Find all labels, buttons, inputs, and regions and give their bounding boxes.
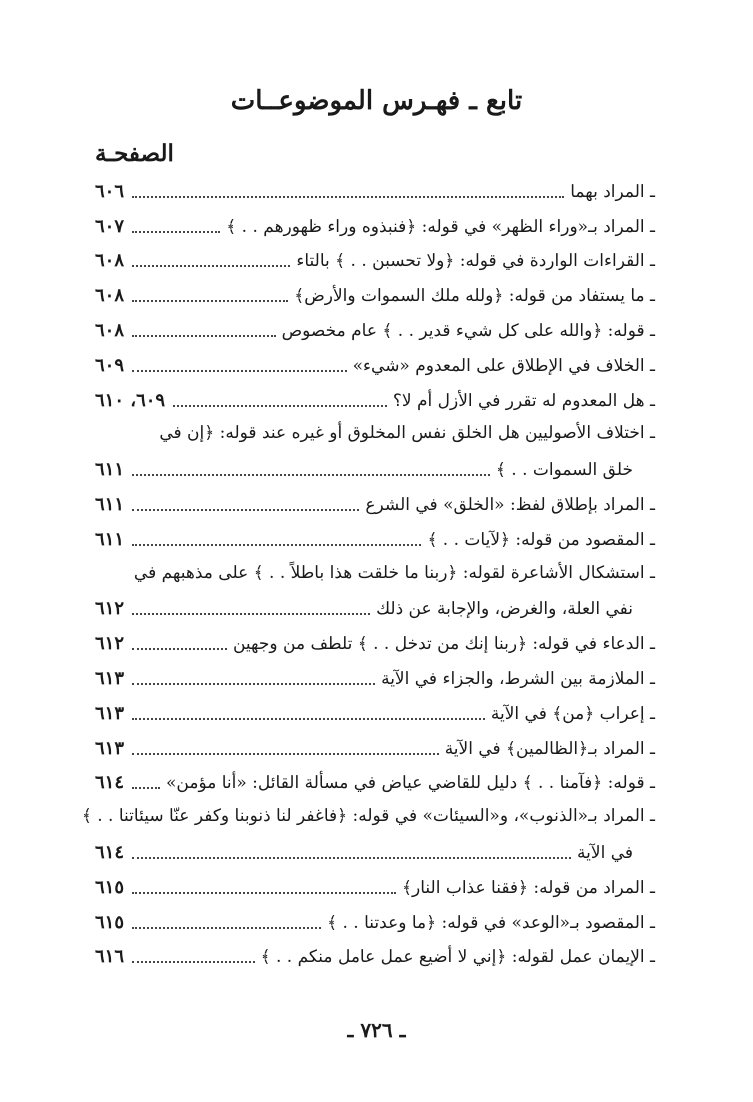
entry-continuation: خلق السموات . . ﴾ (495, 460, 633, 481)
index-entry (95, 521, 655, 556)
index-entry (95, 208, 655, 243)
entry-text: ـ المراد بهما (570, 181, 655, 202)
page-column-heading: الصفحـة (95, 140, 174, 167)
entry-page-number: ٦٠٩ (95, 354, 125, 376)
entry-text: ـ هل المعدوم له تقرر في الأزل أم لا؟ (392, 390, 655, 411)
entry-continuation: في الآية (577, 842, 633, 863)
entry-page-number: ٦١٥ (95, 911, 125, 933)
dot-leader (132, 613, 370, 615)
entry-page-number: ٦١٢ (95, 633, 125, 655)
entry-text: ـ اختلاف الأصوليين هل الخلق نفس المخلوق أو غيره عند قوله: ﴿إن في (159, 423, 655, 444)
index-entry (95, 347, 655, 382)
index-entry (95, 660, 655, 695)
dot-leader (132, 927, 321, 929)
index-entry (95, 939, 655, 974)
index-entry (95, 312, 655, 347)
entry-text: ـ الإيمان عمل لقوله: ﴿إني لا أضيع عمل عامل منكم . . ﴾ (260, 947, 655, 968)
entry-text: ـ المراد من قوله: ﴿فقنا عذاب النار﴾ (402, 877, 655, 898)
index-entries (81, 173, 655, 973)
entry-page-number: ٦١٣ (95, 667, 125, 689)
entry-text: ـ المراد بإطلاق لفظ: «الخلق» في الشرع (365, 494, 655, 515)
dot-leader (132, 718, 485, 720)
entry-text: ـ المقصود بـ«الوعد» في قوله: ﴿ما وعدتنا . . ﴾ (327, 912, 655, 933)
index-entry (95, 486, 655, 521)
dot-leader (173, 405, 387, 407)
entry-text: ـ الملازمة بين الشرط، والجزاء في الآية (381, 668, 655, 689)
entry-page-number: ٦١٢ (95, 598, 125, 620)
index-entry (95, 451, 655, 486)
dot-leader (132, 544, 421, 546)
page-number: ـ ٧٢٦ ـ (347, 1018, 406, 1042)
entry-text: ـ استشكال الأشاعرة لقوله: ﴿ربنا ما خلقت هذا باطلاً . . ﴾ على مذهبهم في (133, 562, 655, 583)
dot-leader (132, 300, 288, 302)
entry-page-number: ٦٠٨ (95, 250, 125, 272)
index-entry (95, 695, 655, 730)
dot-leader (132, 265, 290, 267)
entry-page-number: ٦٠٦ (95, 180, 125, 202)
entry-page-number: ٦٠٨ (95, 285, 125, 307)
index-entry (95, 904, 655, 939)
entry-page-number: ٦٠٨ (95, 319, 125, 341)
entry-text: ـ القراءات الواردة في قوله: ﴿ولا تحسبن . . ﴾ بالتاء (296, 251, 655, 272)
dot-leader (132, 509, 359, 511)
entry-text: ـ ما يستفاد من قوله: ﴿ولله ملك السموات والأرض﴾ (294, 286, 655, 307)
entry-text: ـ الدعاء في قوله: ﴿ربنا إنك من تدخل . . ﴾ تلطف من وجهين (232, 634, 655, 655)
dot-leader (132, 683, 375, 685)
dot-leader (132, 474, 490, 476)
entry-continuation: نفي العلة، والغرض، والإجابة عن ذلك (376, 599, 633, 620)
dot-leader (132, 753, 439, 755)
entry-text: ـ المقصود من قوله: ﴿لآيات . . ﴾ (427, 529, 655, 550)
dot-leader (132, 196, 564, 198)
index-entry (95, 173, 655, 208)
entry-page-number: ٦١١ (95, 459, 125, 481)
entry-page-number: ٦١٣ (95, 702, 125, 724)
dot-leader (132, 231, 220, 233)
dot-leader (132, 961, 255, 963)
index-entry (95, 834, 655, 869)
index-entry (95, 591, 655, 626)
entry-text: ـ الخلاف في الإطلاق على المعدوم «شيء» (352, 355, 655, 376)
entry-page-number: ٦١٣ (95, 737, 125, 759)
page-title: تابع ـ فهـرس الموضوعــات (230, 86, 523, 116)
index-entry-line1 (95, 556, 655, 591)
index-entry (95, 277, 655, 312)
entry-page-number: ٦١١ (95, 493, 125, 515)
dot-leader (132, 648, 227, 650)
entry-page-number: ٦١٤ (95, 841, 125, 863)
dot-leader (132, 892, 396, 894)
entry-page-number: ٦٠٩، ٦١٠ (95, 389, 166, 411)
entry-page-number: ٦١٥ (95, 876, 125, 898)
index-entry-line1 (95, 417, 655, 452)
index-entry-line1 (81, 799, 655, 834)
dot-leader (132, 335, 276, 337)
entry-text: ـ قوله: ﴿والله على كل شيء قدير . . ﴾ عام مخصوص (281, 320, 655, 341)
entry-page-number: ٦٠٧ (95, 215, 125, 237)
entry-page-number: ٦١١ (95, 528, 125, 550)
entry-text: ـ قوله: ﴿فآمنا . . ﴾ دليل للقاضي عياض في مسألة القائل: «أنا مؤمن» (166, 773, 655, 794)
entry-page-number: ٦١٦ (95, 946, 125, 968)
index-entry (95, 765, 655, 800)
index-entry (95, 382, 655, 417)
index-entry (95, 869, 655, 904)
entry-text: ـ المراد بـ﴿الظالمين﴾ في الآية (444, 738, 655, 759)
entry-text: ـ المراد بـ«الذنوب»، و«السيئات» في قوله: ﴿فاغفر لنا ذنوبنا وكفر عنّا سيئاتنا . . ﴾ (81, 806, 655, 827)
dot-leader (132, 370, 347, 372)
entry-text: ـ إعراب ﴿من﴾ في الآية (490, 703, 655, 724)
entry-page-number: ٦١٤ (95, 772, 125, 794)
entry-text: ـ المراد بـ«وراء الظهر» في قوله: ﴿فنبذوه وراء ظهورهم . . ﴾ (226, 216, 655, 237)
dot-leader (132, 857, 571, 859)
dot-leader (132, 787, 160, 789)
index-entry (95, 243, 655, 278)
index-entry (95, 625, 655, 660)
index-entry (95, 730, 655, 765)
